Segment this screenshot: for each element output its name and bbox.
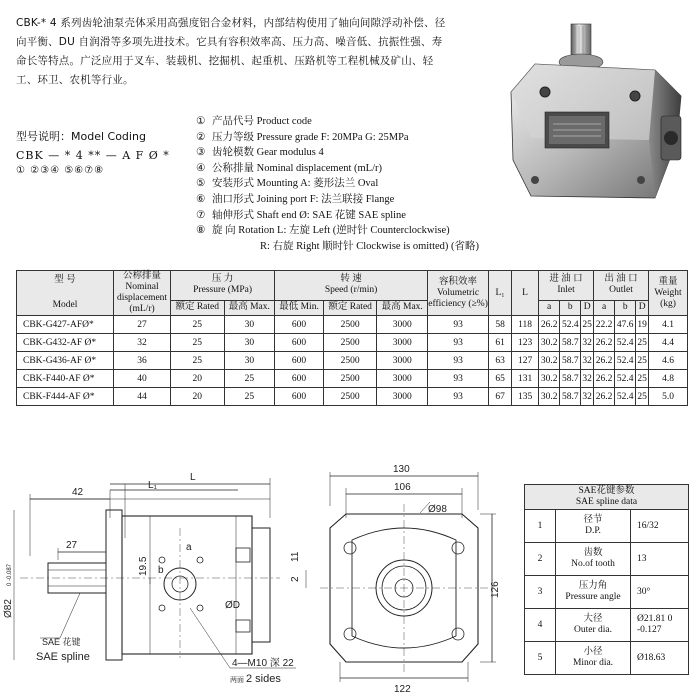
value-cell: 30.2 [539,388,560,406]
value-cell: 26.2 [593,334,614,352]
sae-value: 13 [631,543,689,576]
intro-line: 向平衡、DU 自润滑等多项先进技术。它具有容积效率高、压力高、噪音低、抗振性强、寿 [16,36,443,48]
subheader-cell: 最高 Max. [224,300,275,315]
value-cell: 127 [512,352,539,370]
sae-index: 2 [525,543,556,576]
value-cell: 25 [636,370,649,388]
value-cell: 26.2 [593,388,614,406]
value-cell: 5.0 [649,388,688,406]
thread-callout: 4—M10 深 22 [232,658,294,669]
value-cell: 52.4 [615,352,636,370]
sae-spline-label-cn: SAE 花键 [42,637,81,647]
sae-value: 16/32 [631,510,689,543]
front-view [290,464,501,695]
value-cell: 26.2 [593,370,614,388]
header-efficiency-en: Volumetric efficiency (≥%) [428,287,488,309]
header-inlet-cn: 进 油 口 [549,274,583,285]
table-row [17,316,688,334]
side-view [3,472,296,685]
value-cell: 25 [171,316,225,334]
header-weight-cn: 重量 [658,276,678,287]
value-cell: 4.8 [649,370,688,388]
value-cell: 93 [428,334,489,352]
dim-126: 126 [490,581,501,598]
model-cell: CBK-G427-AFØ* [17,316,114,334]
model-cell: CBK-G436-AF Ø* [17,352,114,370]
header-speed-cn: 转 速 [340,274,362,285]
model-coding-title: 型号说明：Model Coding [16,130,146,143]
sae-param-en: D.P. [585,526,601,536]
value-cell: 2500 [323,316,377,334]
dim-od: ØD [225,600,240,611]
value-cell: 600 [275,334,324,352]
value-cell: 65 [489,370,512,388]
value-cell: 67 [489,388,512,406]
sae-row [525,510,689,543]
dim-l1: L₁ [148,480,157,491]
dim-27: 27 [66,540,78,551]
sae-param-cn: 大径 [583,614,603,624]
sae-param-cn: 压力角 [578,581,608,591]
value-cell: 32 [581,334,594,352]
value-cell: 118 [512,316,539,334]
code-legend-item: ⑧ 旋 向 Rotation L: 左旋 Left (逆时针 Counterclockwise) [196,225,450,237]
subheader-cell: a [539,300,560,315]
subheader-cell: 最高 Max. [377,300,428,315]
code-legend-item: ① 产品代号 Product code [196,116,312,127]
dim-42: 42 [72,487,84,498]
value-cell: 44 [114,388,171,406]
value-cell: 135 [512,388,539,406]
value-cell: 2500 [323,352,377,370]
model-coding-pattern: CBK — * 4 ** — A F Ø * [16,149,170,162]
sae-param-cn: 径节 [583,515,603,525]
header-l1: L₁ [489,271,512,316]
value-cell: 3000 [377,352,428,370]
intro-line: CBK-* 4 系列齿轮油泵壳体采用高强度铝合金材料，内部结构使用了轴向间隙浮动补偿、径 [16,17,446,29]
value-cell: 25 [636,334,649,352]
value-cell: 93 [428,316,489,334]
code-legend-item: ⑥ 油口形式 Joining port F: 法兰联接 Flange [196,193,395,205]
value-cell: 30.2 [539,334,560,352]
header-speed-en: Speed (r/min) [324,285,378,296]
sae-param-en: Minor dia. [572,658,614,668]
sae-row [525,609,689,642]
intro-line: 工、环卫、农机等行业。 [16,74,134,86]
sae-index: 4 [525,609,556,642]
header-model-en: Model [52,300,78,310]
value-cell: 30 [224,316,275,334]
model-cell: CBK-F444-AF Ø* [17,388,114,406]
table-row [17,388,688,406]
value-cell: 600 [275,370,324,388]
value-cell: 26.2 [539,316,560,334]
sae-param-en: Outer dia. [574,625,612,635]
model-coding-numbers: ① ②③④ ⑤⑥⑦⑧ [16,165,105,176]
code-legend-item: ② 压力等级 Pressure grade F: 20MPa G: 25MPa [196,131,409,143]
dim-11: 11 [290,551,301,562]
dim-122: 122 [394,684,411,695]
subheader-cell: D [636,300,649,315]
value-cell: 26.2 [593,352,614,370]
intro-paragraph [16,14,486,90]
value-cell: 30.2 [539,352,560,370]
subheader-cell: 额定 Rated [323,300,377,315]
code-legend-item: ③ 齿轮模数 Gear modulus 4 [196,147,324,159]
value-cell: 93 [428,370,489,388]
dim-diameter-82: Ø82 [3,599,14,618]
sae-spline-label-en: SAE spline [36,651,90,663]
sae-index: 5 [525,642,556,675]
value-cell: 3000 [377,316,428,334]
spec-table [16,270,688,406]
value-cell: 25 [636,388,649,406]
code-legend-item: ⑦ 轴伸形式 Shaft end Ø: SAE 花键 SAE spline [196,209,406,221]
value-cell: 3000 [377,370,428,388]
value-cell: 20 [171,388,225,406]
value-cell: 93 [428,352,489,370]
sae-value: Ø21.81 0 -0.127 [631,609,689,642]
value-cell: 27 [114,316,171,334]
dim-b: b [158,565,164,576]
value-cell: 52.4 [560,316,581,334]
sae-param-cn: 齿数 [583,548,603,558]
code-legend-item: ⑤ 安装形式 Mounting A: 菱形法兰 Oval [196,178,379,190]
sae-param [556,642,631,675]
value-cell: 600 [275,388,324,406]
value-cell: 3000 [377,388,428,406]
value-cell: 4.4 [649,334,688,352]
value-cell: 25 [224,388,275,406]
table-row [17,334,688,352]
value-cell: 58.7 [560,370,581,388]
value-cell: 36 [114,352,171,370]
sides-label-en: 2 sides [246,673,281,685]
value-cell: 19 [636,316,649,334]
subheader-cell: D [581,300,594,315]
value-cell: 63 [489,352,512,370]
value-cell: 30 [224,334,275,352]
value-cell: 58 [489,316,512,334]
value-cell: 93 [428,388,489,406]
model-cell: CBK-G432-AF Ø* [17,334,114,352]
header-outlet-en: Outlet [609,285,633,296]
value-cell: 4.1 [649,316,688,334]
sides-label-cn: 两面 [230,677,244,684]
sae-value: Ø18.63 [631,642,689,675]
value-cell: 123 [512,334,539,352]
value-cell: 32 [114,334,171,352]
sae-value: 30° [631,576,689,609]
value-cell: 30 [224,352,275,370]
header-displacement-en: Nominal displacement (mL/r) [116,282,168,314]
value-cell: 52.4 [615,334,636,352]
value-cell: 25 [636,352,649,370]
value-cell: 20 [171,370,225,388]
header-pressure-cn: 压 力 [211,274,234,285]
value-cell: 47.6 [615,316,636,334]
intro-line: 命长等特点。广泛应用于叉车、装载机、挖掘机、起重机、压路机等工程机械及矿山、轻 [16,55,434,67]
value-cell: 52.4 [615,370,636,388]
sae-param-en: Pressure angle [565,592,621,602]
sae-index: 3 [525,576,556,609]
subheader-cell: 最低 Min. [275,300,324,315]
sae-index: 1 [525,510,556,543]
sae-row [525,576,689,609]
header-model-cn: 型 号 [54,275,76,285]
sae-row [525,543,689,576]
value-cell: 58.7 [560,334,581,352]
dim-130: 130 [393,464,410,475]
subheader-cell: a [593,300,614,315]
pump-photo [505,20,687,210]
dim-106: 106 [394,482,411,493]
sae-param-en: No.of tooth [571,559,615,569]
value-cell: 600 [275,316,324,334]
value-cell: 4.6 [649,352,688,370]
sae-param [556,576,631,609]
code-legend [196,114,479,254]
sae-param [556,609,631,642]
header-outlet-cn: 出 油 口 [604,274,638,285]
dim-l: L [190,472,196,483]
subheader-cell: b [560,300,581,315]
header-inlet-en: Inlet [557,285,575,296]
sae-title-en: SAE spline data [575,497,638,507]
code-legend-item: ④ 公称排量 Nominal displacement (mL/r) [196,162,383,174]
value-cell: 25 [171,352,225,370]
value-cell: 32 [581,352,594,370]
table-row [17,352,688,370]
value-cell: 32 [581,388,594,406]
value-cell: 25 [581,316,594,334]
value-cell: 2500 [323,388,377,406]
subheader-cell: b [615,300,636,315]
header-efficiency-cn: 容积效率 [439,276,478,287]
header-l: L [512,271,539,316]
table-row [17,370,688,388]
dim-19-5: 19.5 [138,556,149,576]
header-displacement-cn: 公称排量 [122,271,161,281]
value-cell: 22.2 [593,316,614,334]
sae-spline-table [524,484,689,675]
value-cell: 61 [489,334,512,352]
subheader-cell: 额定 Rated [171,300,225,315]
sae-param [556,543,631,576]
sae-row [525,642,689,675]
dim-diameter-98: Ø98 [428,504,447,515]
sae-param [556,510,631,543]
header-pressure-en: Pressure (MPa) [193,285,252,296]
value-cell: 40 [114,370,171,388]
value-cell: 131 [512,370,539,388]
value-cell: 58.7 [560,388,581,406]
value-cell: 30.2 [539,370,560,388]
value-cell: 3000 [377,334,428,352]
value-cell: 52.4 [615,388,636,406]
value-cell: 2500 [323,370,377,388]
value-cell: 25 [171,334,225,352]
dim-2: 2 [290,576,301,582]
value-cell: 25 [224,370,275,388]
header-weight-en: Weight (kg) [654,287,682,309]
dim-diameter-82-tolerance: 0 -0.087 [7,563,13,586]
code-legend-item: R: 右旋 Right 顺时针 Clockwise is omitted) (省略) [260,240,480,252]
value-cell: 2500 [323,334,377,352]
sae-title-cn: SAE花键参数 [578,486,635,496]
value-cell: 32 [581,370,594,388]
model-cell: CBK-F440-AF Ø* [17,370,114,388]
value-cell: 600 [275,352,324,370]
dim-a: a [186,542,192,553]
value-cell: 58.7 [560,352,581,370]
sae-param-cn: 小径 [583,647,603,657]
